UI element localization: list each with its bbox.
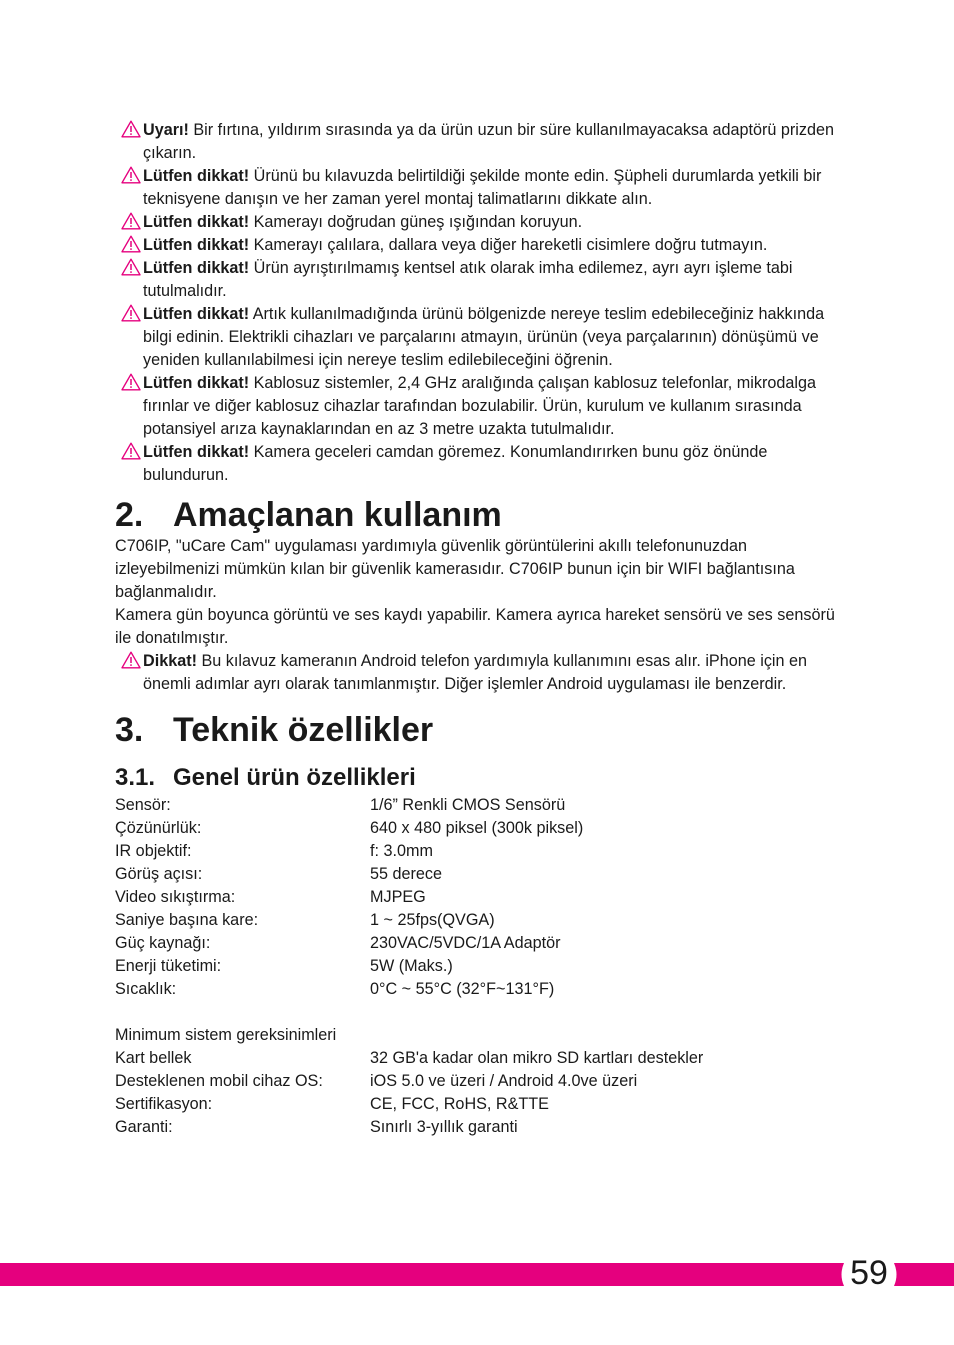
warning-item [115, 119, 845, 165]
spec-row [115, 863, 845, 886]
spec-row [115, 909, 845, 932]
page-content [115, 119, 845, 1139]
warning-item [115, 234, 845, 257]
warning-item [115, 441, 845, 487]
warning-text: Ürün ayrıştırılmamış kentsel atık olarak imha edilemez, ayrı ayrı işleme tabi tutulmalıdır. [143, 259, 793, 300]
spec-row [115, 1093, 845, 1116]
spec-value: iOS 5.0 ve üzeri / Android 4.0ve üzeri [370, 1072, 638, 1090]
warning-item [115, 372, 845, 441]
spec-key: Garanti: [115, 1118, 173, 1136]
warning-text: Bir fırtına, yıldırım sırasında ya da ürün uzun bir süre kullanılmayacaksa adaptörü prizden çıkarın. [143, 121, 835, 162]
section-3-1-heading: 3.1. Genel ürün özellikleri [115, 764, 416, 791]
warning-text: Kamerayı çalılara, dallara veya diğer hareketli cisimlere doğru tutmayın. [249, 236, 768, 254]
spec-row [115, 932, 845, 955]
spec-key: Sertifikasyon: [115, 1095, 213, 1113]
warning-icon [121, 304, 141, 322]
spec-key: Sensör: [115, 796, 171, 814]
spec-key: Kart bellek [115, 1049, 192, 1067]
warning-label: Lütfen dikkat! [143, 236, 250, 254]
page-number: 59 [850, 1254, 888, 1292]
warning-icon [121, 373, 141, 391]
section-3-heading: 3. Teknik özellikler [115, 711, 434, 749]
spec-key: Video sıkıştırma: [115, 888, 236, 906]
spec-key: Enerji tüketimi: [115, 957, 222, 975]
footer-accent-bar [0, 1263, 838, 1286]
spec-key: Saniye başına kare: [115, 911, 259, 929]
section-2-heading: 2. Amaçlanan kullanım [115, 496, 502, 534]
section-2-note [115, 650, 845, 696]
warning-icon [121, 212, 141, 230]
warning-text: Ürünü bu kılavuzda belirtildiği şekilde monte edin. Şüpheli durumlarda yetkili bir teknisyene danışın ve her zaman yerel montaj talimatlarını dikkate alın. [143, 167, 822, 208]
spec-value: 0°C ~ 55°C (32°F~131°F) [370, 980, 555, 998]
spec-row [115, 1070, 845, 1093]
spec-value: f: 3.0mm [370, 842, 433, 860]
warning-item [115, 257, 845, 303]
spec-key: Güç kaynağı: [115, 934, 211, 952]
spec-row [115, 955, 845, 978]
warning-icon [121, 120, 141, 138]
warning-label: Lütfen dikkat! [143, 259, 250, 277]
spec-row [115, 1047, 845, 1070]
note-text: Bu kılavuz kameranın Android telefon yardımıyla kullanımını esas alır. iPhone için en önemli adımlar ayrı olarak tanımlanmıştır. Diğer işlemler Android uygulaması ile benzerdir. [143, 652, 808, 693]
spec-value: 230VAC/5VDC/1A Adaptör [370, 934, 561, 952]
warning-label: Lütfen dikkat! [143, 374, 250, 392]
spec-value: Sınırlı 3-yıllık garanti [370, 1118, 518, 1136]
spec-row [115, 794, 845, 817]
spec-value: CE, FCC, RoHS, R&TTE [370, 1095, 549, 1113]
section-2-paragraph-2: Kamera gün boyunca görüntü ve ses kaydı yapabilir. Kamera ayrıca hareket sensörü ve ses sensörü ile donatılmıştır. [115, 606, 835, 647]
warning-label: Lütfen dikkat! [143, 213, 250, 231]
spec-key: Sıcaklık: [115, 980, 177, 998]
spec-value: 55 derece [370, 865, 442, 883]
spacer [115, 1001, 845, 1024]
warning-label: Lütfen dikkat! [143, 167, 250, 185]
spec-row [115, 886, 845, 909]
min-requirements-title: Minimum sistem gereksinimleri [115, 1026, 337, 1044]
spec-value: 5W (Maks.) [370, 957, 453, 975]
spec-value: 32 GB'a kadar olan mikro SD kartları destekler [370, 1049, 704, 1067]
warning-icon [121, 651, 141, 669]
spec-row [115, 817, 845, 840]
warning-item [115, 165, 845, 211]
warning-icon [121, 258, 141, 276]
spec-value: MJPEG [370, 888, 426, 906]
spec-key: Çözünürlük: [115, 819, 202, 837]
warning-label: Uyarı! [143, 121, 189, 139]
warning-text: Kablosuz sistemler, 2,4 GHz aralığında çalışan kablosuz telefonlar, mikrodalga fırınlar ve diğer kablosuz cihazlar tarafından bozulabilir. Ürün, kurulum ve kullanım sırasında potansiyel arıza kaynaklarından en az 3 metre uzakta tutulmalıdır. [143, 374, 816, 438]
footer-accent-bar-right [900, 1263, 954, 1286]
warning-icon [121, 235, 141, 253]
spec-row [115, 1116, 845, 1139]
spec-key: Desteklenen mobil cihaz OS: [115, 1072, 323, 1090]
warning-text: Artık kullanılmadığında ürünü bölgenizde nereye teslim edebileceğiniz hakkında bilgi edinin. Elektrikli cihazları ve parçalarını atmayın, ürünün (veya parçalarının) dönüşümü ve yeniden kullanılabilmesi için nereye teslim edilebileceğini öğrenin. [143, 305, 825, 369]
warning-text: Kamera geceleri camdan göremez. Konumlandırırken bunu göz önünde bulundurun. [143, 443, 768, 484]
spec-key: IR objektif: [115, 842, 192, 860]
spec-value: 640 x 480 piksel (300k piksel) [370, 819, 584, 837]
warning-icon [121, 442, 141, 460]
requirements-table [115, 1047, 845, 1139]
warning-list [115, 119, 845, 487]
note-label: Dikkat! [143, 652, 197, 670]
warning-label: Lütfen dikkat! [143, 305, 250, 323]
warning-item [115, 211, 845, 234]
warning-item [115, 303, 845, 372]
spec-table [115, 794, 845, 1001]
warning-icon [121, 166, 141, 184]
section-2-paragraph-1: C706IP, "uCare Cam" uygulaması yardımıyla güvenlik görüntülerini akıllı telefonunuzdan izleyebilmenizi mümkün kılan bir güvenlik kamerasıdır. C706IP bunun için bir WIFI bağlantısına bağlanmalıdır. [115, 537, 795, 601]
spec-row [115, 840, 845, 863]
spec-value: 1/6” Renkli CMOS Sensörü [370, 796, 566, 814]
warning-label: Lütfen dikkat! [143, 443, 250, 461]
spec-key: Görüş açısı: [115, 865, 203, 883]
warning-text: Kamerayı doğrudan güneş ışığından koruyun. [249, 213, 583, 231]
spec-value: 1 ~ 25fps(QVGA) [370, 911, 495, 929]
spec-row [115, 978, 845, 1001]
